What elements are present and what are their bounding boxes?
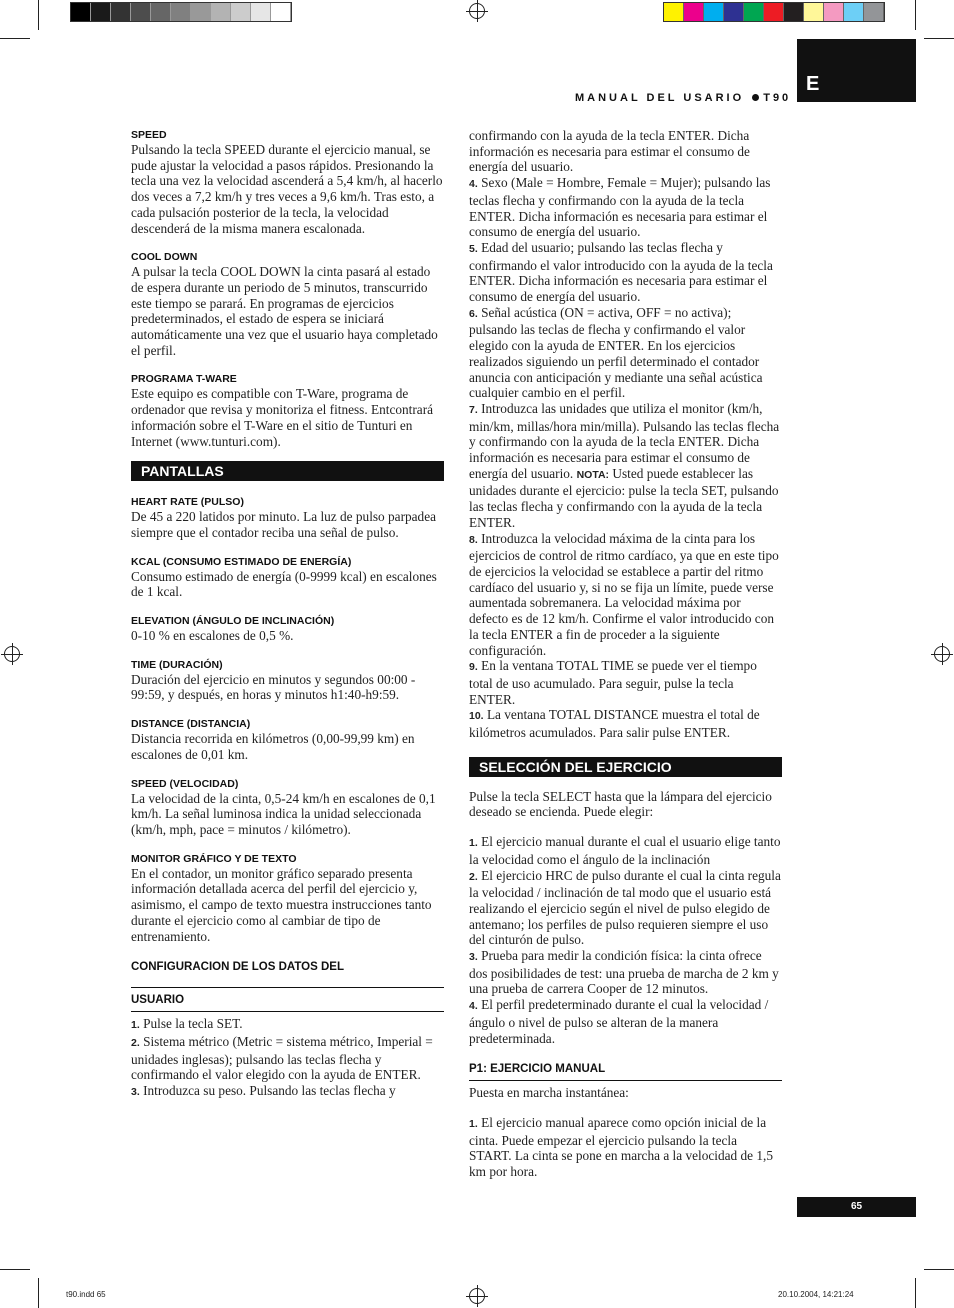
list-text: Sistema métrico (Metric = sistema métrico, Imperial = unidades inglesas); pulsando las teclas flecha y confirmando el valor elegido con la ayuda de ENTER. — [131, 1033, 433, 1083]
paragraph: Este equipo es compatible con T-Ware, programa de ordenador que revisa y monitoriza el fitness. Entcontrará información sobre el T-Ware en el sitio de Tunturi en Internet (www.tunturi.com). — [131, 386, 434, 449]
color-swatch — [111, 3, 131, 21]
crop-mark — [38, 1278, 39, 1308]
list-text: Señal acústica (ON = activa, OFF = no activa); pulsando las teclas de flecha y confirmando el valor elegido con la ayuda de ENTER. En los ejercicios realizados siguiendo un perfil determinado el contador anuncia con anticipación y mediante una señal acústica cualquier cambio en el perfil. — [469, 304, 763, 401]
page-number: 65 — [797, 1197, 916, 1217]
section-heading: CONFIGURACION DE LOS DATOS DEL — [131, 961, 344, 974]
list-text: El perfil predeterminado durante el cual la velocidad / ángulo o nivel de pulso se alteran de la manera predeterminada. — [469, 997, 769, 1046]
section-heading: USUARIO — [131, 987, 444, 1012]
list-number: 6. — [469, 307, 478, 320]
grayscale-bar — [70, 2, 292, 22]
color-swatch — [664, 3, 684, 21]
list-text: Introduzca las unidades que utiliza el monitor (km/h, min/km, millas/hora min/milla). Pulsando las teclas flecha y confirmando con la ayuda de la tecla ENTER. Dicha información es necesaria para estimar el consumo de energía del usuario. — [469, 400, 780, 481]
paragraph: confirmando con la ayuda de la tecla ENTER. Dicha información es necesaria para estimar el consumo de energía del usuario. — [469, 128, 750, 175]
list-text: Introduzca la velocidad máxima de la cinta para los ejercicios de control de ritmo cardíaco, ya que en este tipo de ejercicios la velocidad se establece a partir del ritmo cardíaco del usuario y, si no se fija un límite, puede verse aumentada sobremanera. La velocidad máxima por defecto es de 12 km/h. Confirme el valor introducido con la tecla ENTER a fin de proceder a la siguiente configuración. — [469, 530, 779, 658]
list-text: Edad del usuario; pulsando las teclas flecha y confirmando el valor introducido con la ayuda de la tecla ENTER. Dicha información es necesaria para estimar el consumo de energía del usuario. — [469, 239, 773, 305]
section-heading: SPEED (VELOCIDAD) — [131, 777, 239, 790]
list-item — [469, 305, 782, 401]
list-item — [469, 868, 782, 949]
list-item — [131, 1083, 444, 1101]
language-tab — [797, 39, 916, 102]
section-heading: P1: EJERCICIO MANUAL — [469, 1062, 782, 1081]
section-heading: TIME (DURACIÓN) — [131, 658, 223, 671]
list-number: 9. — [469, 661, 478, 674]
crop-mark — [0, 1269, 30, 1270]
crop-mark — [924, 1269, 954, 1270]
list-item — [469, 834, 782, 867]
date-slug: 20.10.2004, 14:21:24 — [778, 1290, 854, 1299]
section-heading: SPEED — [131, 129, 167, 141]
paragraph: De 45 a 220 latidos por minuto. La luz de pulso parpadea siempre que el contador reciba una señal de pulso. — [131, 509, 437, 540]
section-heading: PROGRAMA T-WARE — [131, 373, 237, 386]
list-item — [469, 997, 782, 1046]
list-text: El ejercicio manual aparece como opción inicial de la cinta. Puede empezar el ejercicio pulsando la tecla START. La cinta se pone en marcha a la velocidad de 1,5 km por hora. — [469, 1114, 773, 1180]
section-bar-heading: SELECCIÓN DEL EJERCICIO — [469, 757, 782, 777]
crop-mark — [0, 38, 30, 39]
section-heading: COOL DOWN — [131, 251, 198, 264]
list-number: 1. — [469, 1117, 478, 1130]
color-bar — [663, 2, 885, 22]
right-column — [469, 128, 782, 1180]
bullet-icon — [752, 94, 759, 101]
color-swatch — [784, 3, 804, 21]
crop-mark — [915, 0, 916, 30]
color-swatch — [271, 3, 291, 21]
paragraph: Distancia recorrida en kilómetros (0,00-99,99 km) en escalones de 0,01 km. — [131, 731, 415, 762]
note-label: NOTA: — [576, 468, 610, 481]
note-text: Usted puede establecer las unidades durante el ejercicio: pulse la tecla SET, pulsando las teclas flecha y confirmando con la ayuda de la tecla ENTER. — [469, 465, 779, 530]
running-head — [575, 92, 791, 104]
list-item — [469, 1115, 782, 1180]
registration-mark-icon — [4, 646, 20, 662]
registration-mark-icon — [469, 3, 485, 19]
crop-mark — [915, 1278, 916, 1308]
color-swatch — [251, 3, 271, 21]
paragraph: La velocidad de la cinta, 0,5-24 km/h en escalones de 0,1 km/h. La señal luminosa indica la unidad seleccionada (km/h, mph, pace = minutos / kilómetro). — [131, 790, 436, 837]
list-number: 5. — [469, 242, 478, 255]
paragraph: Pulse la tecla SELECT hasta que la lámpara del ejercicio deseado se encienda. Puede elegir: — [469, 788, 772, 820]
list-text: El ejercicio manual durante el cual el usuario elige tanto la velocidad como el ángulo de la inclinación — [469, 834, 781, 867]
list-item — [469, 658, 782, 707]
section-heading: MONITOR GRÁFICO Y DE TEXTO — [131, 852, 297, 865]
list-item — [131, 1034, 444, 1083]
list-number: 10. — [469, 710, 484, 723]
color-swatch — [864, 3, 884, 21]
color-swatch — [71, 3, 91, 21]
color-swatch — [844, 3, 864, 21]
color-swatch — [171, 3, 191, 21]
color-swatch — [764, 3, 784, 21]
list-number: 3. — [131, 1086, 140, 1099]
list-item — [469, 175, 782, 240]
paragraph: Pulsando la tecla SPEED durante el ejercicio manual, se pude ajustar la velocidad a pasos rápidos. Presionando la tecla una vez la velocidad ascenderá a 5,4 km/h, al hacerlo dos veces a 7,2 km/h y tres veces a 9,6 km/h. Tras esto, a cada pulsación posterior de la tecla, la velocidad descenderá de la misma manera escalonada. — [131, 142, 443, 236]
list-number: 3. — [469, 951, 478, 964]
list-number: 4. — [469, 178, 478, 191]
paragraph: En el contador, un monitor gráfico separado presenta información detallada acerca del perfil del ejercicio y, asimismo, el campo de texto muestra instrucciones tanto durante el ejercicio como al cambiar de tipo de entrenamiento. — [131, 865, 432, 944]
list-text: Introduzca su peso. Pulsando las teclas flecha y — [143, 1083, 396, 1099]
color-swatch — [684, 3, 704, 21]
model-name: T90 — [763, 92, 792, 104]
paragraph: Consumo estimado de energía (0-9999 kcal) en escalones de 1 kcal. — [131, 568, 437, 600]
color-swatch — [91, 3, 111, 21]
paragraph: 0-10 % en escalones de 0,5 %. — [131, 628, 294, 644]
list-text: La ventana TOTAL DISTANCE muestra el total de kilómetros acumulados. Para salir pulse ENTER. — [469, 707, 760, 741]
list-item — [469, 240, 782, 305]
color-swatch — [704, 3, 724, 21]
left-column — [131, 128, 444, 1101]
color-swatch — [744, 3, 764, 21]
list-text: Prueba para medir la condición física: la cinta ofrece dos posibilidades de test: una prueba de marcha de 2 km y una prueba de carrera Cooper de 12 minutos. — [469, 948, 779, 997]
color-swatch — [131, 3, 151, 21]
registration-mark-icon — [469, 1288, 485, 1304]
language-label: E — [806, 73, 820, 95]
list-text: Sexo (Male = Hombre, Female = Mujer); pulsando las teclas flecha y confirmando con la ayuda de la tecla ENTER. Dicha información es necesaria para estimar el consumo de energía del usuario. — [469, 175, 771, 240]
list-number: 8. — [469, 533, 478, 546]
color-swatch — [231, 3, 251, 21]
list-item — [131, 1016, 444, 1034]
file-slug: t90.indd 65 — [66, 1290, 106, 1299]
section-bar-heading: PANTALLAS — [131, 461, 444, 481]
color-swatch — [191, 3, 211, 21]
list-number: 1. — [131, 1019, 140, 1032]
list-number: 2. — [131, 1036, 140, 1049]
list-text: Pulse la tecla SET. — [143, 1016, 243, 1032]
color-swatch — [211, 3, 231, 21]
section-heading: KCAL (CONSUMO ESTIMADO DE ENERGÍA) — [131, 555, 352, 568]
paragraph: Puesta en marcha instantánea: — [469, 1085, 629, 1101]
crop-mark — [38, 0, 39, 30]
color-swatch — [824, 3, 844, 21]
paragraph: A pulsar la tecla COOL DOWN la cinta pasará al estado de espera durante un periodo de 5 minutos, transcurrido este tiempo se parará. En programas de ejercicios predeterminados, el estado de espera se iniciará automáticamente una vez que el usuario haya completado el perfil. — [131, 264, 438, 358]
section-heading: HEART RATE (PULSO) — [131, 496, 244, 509]
registration-mark-icon — [934, 646, 950, 662]
list-text: El ejercicio HRC de pulso durante el cual la cinta regula la velocidad / inclinación de tal modo que el usuario está realizando el ejercicio según el nivel de pulso elegido de antemano; los perfiles de pulso requieren siempre el uso del cinturón de pulso. — [469, 867, 781, 948]
list-item — [469, 401, 782, 531]
color-swatch — [724, 3, 744, 21]
list-item — [469, 948, 782, 997]
list-number: 4. — [469, 1000, 478, 1013]
list-number: 7. — [469, 403, 478, 416]
list-number: 1. — [469, 837, 478, 850]
manual-title: MANUAL DEL USARIO — [575, 92, 745, 104]
section-heading: ELEVATION (ÁNGULO DE INCLINACIÓN) — [131, 615, 335, 628]
section-heading: DISTANCE (DISTANCIA) — [131, 718, 251, 731]
list-number: 2. — [469, 870, 478, 883]
list-item — [469, 707, 782, 740]
list-text: En la ventana TOTAL TIME se puede ver el tiempo total de uso acumulado. Para seguir, pulse la tecla ENTER. — [469, 658, 757, 707]
color-swatch — [151, 3, 171, 21]
paragraph: Duración del ejercicio en minutos y segundos 00:00 - 99:59, y después, en horas y minutos h1:40-h9:59. — [131, 671, 416, 703]
crop-mark — [924, 38, 954, 39]
color-swatch — [804, 3, 824, 21]
list-item — [469, 531, 782, 659]
